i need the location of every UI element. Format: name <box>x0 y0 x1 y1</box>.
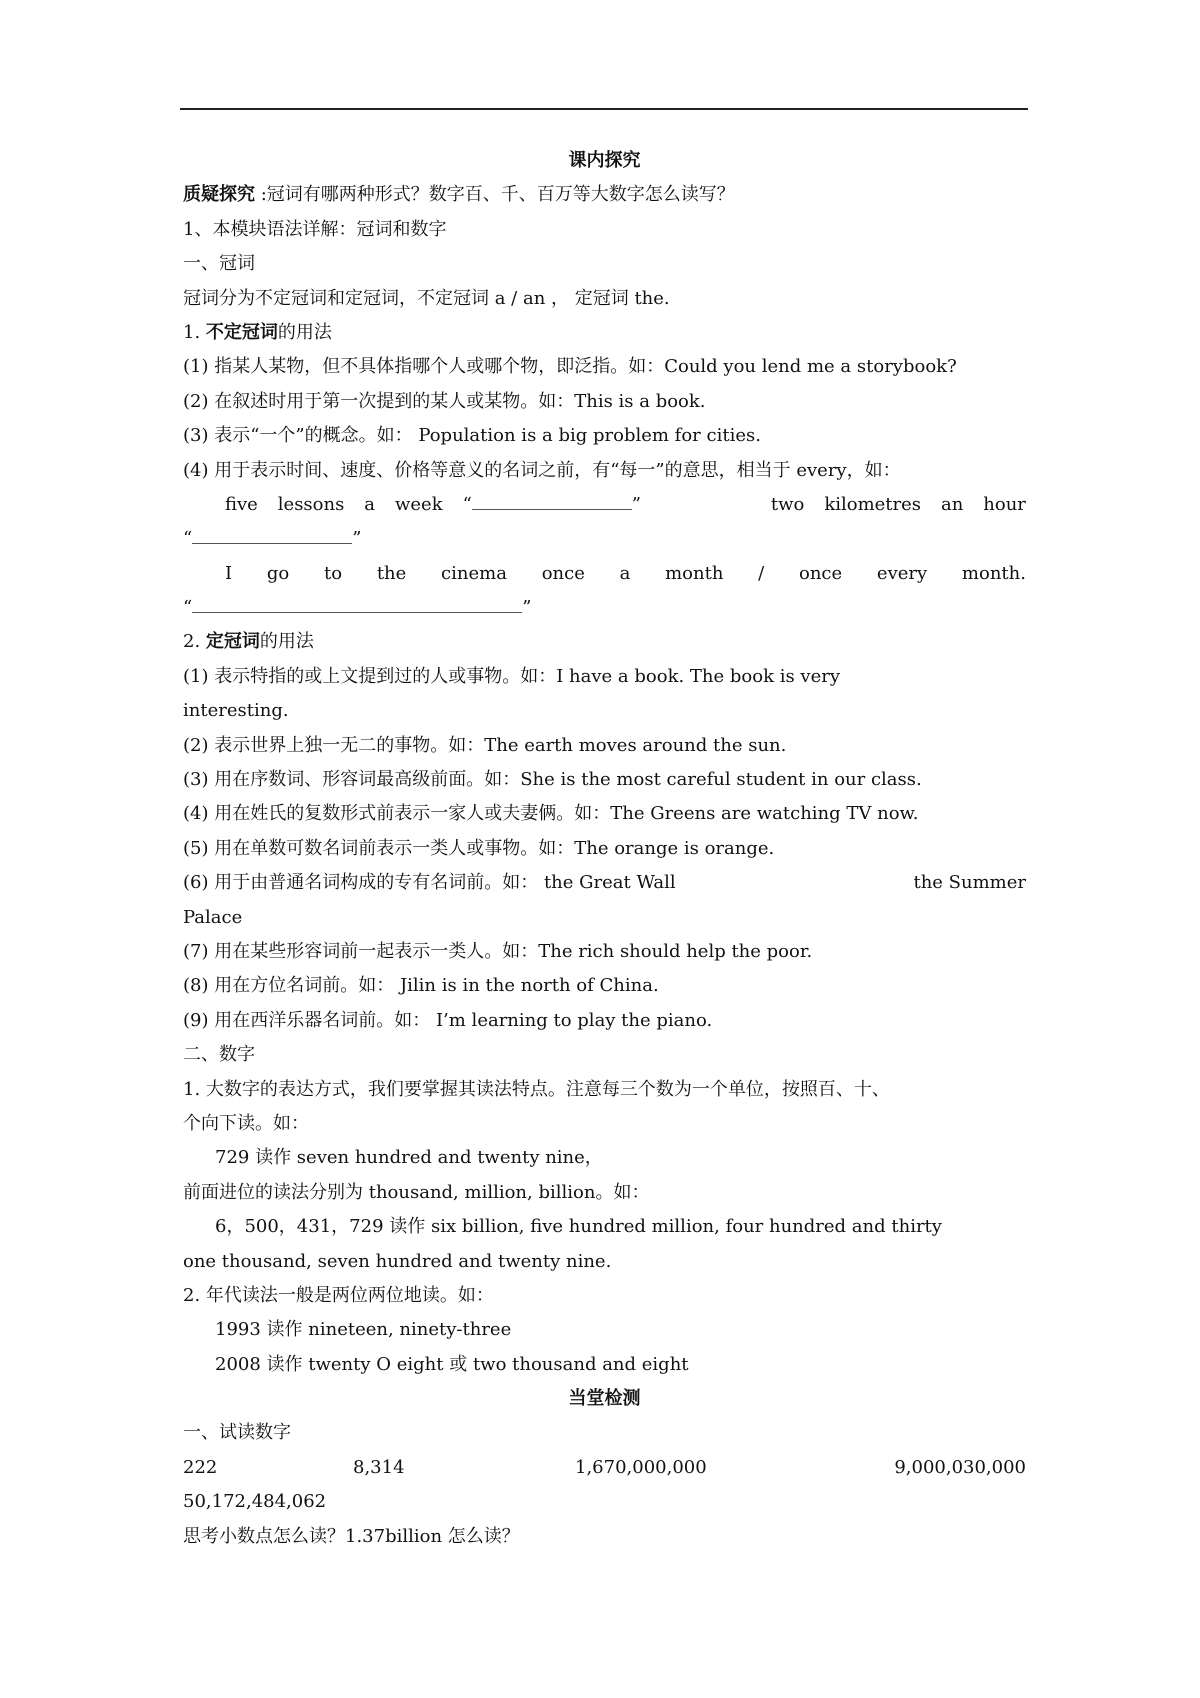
word: month <box>665 562 724 584</box>
word: / <box>758 562 765 584</box>
indef-item-4: (4) 用于表示时间、速度、价格等意义的名词之前，有“每一”的意思，相当于 every，如： <box>183 459 901 481</box>
indef-example-1 <box>183 488 1026 522</box>
document-body <box>183 144 1026 1554</box>
article-intro: 冠词分为不定冠词和定冠词，不定冠词 a / an ， 定冠词 the. <box>183 287 670 309</box>
indefinite-article-heading <box>183 316 1026 350</box>
word: I <box>225 562 233 584</box>
numbers-example-2: 6，500，431，729 读作 six billion, five hundred million, four hundred and thirty <box>215 1216 942 1238</box>
def-item-6-example: the Summer <box>913 872 1026 894</box>
def-item-4: (4) 用在姓氏的复数形式前表示一家人或夫妻俩。如：The Greens are watching TV now. <box>183 803 919 825</box>
def-item-8: (8) 用在方位名词前。如： Jilin is in the north of China. <box>183 975 659 997</box>
numbers-rule-1-cont: 个向下读。如： <box>183 1112 309 1134</box>
def-item-9: (9) 用在西洋乐器名词前。如： I’m learning to play the piano. <box>183 1009 713 1031</box>
indef-example-2 <box>183 557 1026 591</box>
def-item-3: (3) 用在序数词、形容词最高级前面。如：She is the most careful student in our class. <box>183 769 922 791</box>
word: go <box>266 562 290 584</box>
word: cinema <box>441 562 507 584</box>
word: to <box>323 562 343 584</box>
def-item-1-cont: interesting. <box>183 700 289 722</box>
year-example-1: 1993 读作 nineteen, ninety-three <box>215 1319 512 1341</box>
question-line <box>183 178 1026 212</box>
heading-rest: 的用法 <box>277 321 332 343</box>
part1-heading: 一、冠词 <box>183 253 255 275</box>
header-rule <box>180 108 1028 110</box>
word: hour <box>983 493 1026 515</box>
numbers-rule-1: 1. 大数字的表达方式，我们要掌握其读法特点。注意每三个数为一个单位，按照百、十、 <box>183 1078 890 1100</box>
answer-blank-2: “ ” <box>183 522 1026 556</box>
def-item-5: (5) 用在单数可数名词前表示一类人或事物。如：The orange is orange. <box>183 837 775 859</box>
numbers-rule-1-units: 前面进位的读法分别为 thousand, million, billion。如： <box>183 1181 650 1203</box>
word: month. <box>961 562 1026 584</box>
numbers-example-2-cont: one thousand, seven hundred and twenty nine. <box>183 1250 612 1272</box>
word: week <box>394 493 443 515</box>
word: a <box>619 562 631 584</box>
answer-blank-3: “ ” <box>183 591 1026 625</box>
word: the <box>376 562 407 584</box>
test-heading: 一、试读数字 <box>183 1422 291 1444</box>
part2-heading: 二、数字 <box>183 1044 255 1066</box>
test-numbers-row <box>183 1451 1026 1485</box>
test-number: 222 <box>183 1456 218 1478</box>
question-text: :冠词有哪两种形式？数字百、千、百万等大数字怎么读写？ <box>255 184 735 206</box>
word: once <box>541 562 585 584</box>
heading-rest: 的用法 <box>259 631 314 653</box>
answer-blank-1: “ ” <box>463 488 641 522</box>
def-item-6-text: (6) 用于由普通名词构成的专有名词前。如： the Great Wall <box>183 872 676 894</box>
heading-bold: 不定冠词 <box>205 321 278 343</box>
def-item-6 <box>183 866 1026 900</box>
word: an <box>940 493 964 515</box>
word: lessons <box>277 493 345 515</box>
question-label: 质疑探究 <box>183 184 255 206</box>
word: once <box>799 562 843 584</box>
word: kilometres <box>824 493 922 515</box>
module-title: 1、本模块语法详解：冠词和数字 <box>183 218 447 240</box>
indef-item-2: (2) 在叙述时用于第一次提到的某人或某物。如：This is a book. <box>183 390 706 412</box>
numbers-example-1: 729 读作 seven hundred and twenty nine， <box>215 1147 603 1169</box>
think-question: 思考小数点怎么读？1.37billion 怎么读？ <box>183 1525 520 1547</box>
def-item-6-cont: Palace <box>183 906 243 928</box>
section-title: 当堂检测 <box>568 1388 641 1410</box>
test-number: 9,000,030,000 <box>894 1456 1026 1478</box>
word: two <box>770 493 805 515</box>
heading-number: 1. <box>183 321 206 343</box>
def-item-7: (7) 用在某些形容词前一起表示一类人。如：The rich should help the poor. <box>183 940 813 962</box>
indef-item-3: (3) 表示“一个”的概念。如： Population is a big problem for cities. <box>183 425 761 447</box>
def-item-1: (1) 表示特指的或上文提到过的人或事物。如：I have a book. The book is very <box>183 665 841 687</box>
numbers-rule-2: 2. 年代读法一般是两位两位地读。如： <box>183 1284 494 1306</box>
indef-item-1: (1) 指某人某物，但不具体指哪个人或哪个物，即泛指。如：Could you lend me a storybook? <box>183 356 957 378</box>
word: a <box>364 493 376 515</box>
heading-number: 2. <box>183 631 206 653</box>
word: every <box>876 562 928 584</box>
heading-bold: 定冠词 <box>205 631 260 653</box>
word: five <box>225 493 258 515</box>
test-number: 1,670,000,000 <box>575 1456 707 1478</box>
def-item-2: (2) 表示世界上独一无二的事物。如：The earth moves around the sun. <box>183 734 787 756</box>
definite-article-heading <box>183 625 1026 659</box>
year-example-2: 2008 读作 twenty O eight 或 two thousand and eight <box>215 1353 689 1375</box>
test-number: 50,172,484,062 <box>183 1491 327 1513</box>
section-title: 课内探究 <box>568 150 641 171</box>
test-number: 8,314 <box>353 1456 405 1478</box>
